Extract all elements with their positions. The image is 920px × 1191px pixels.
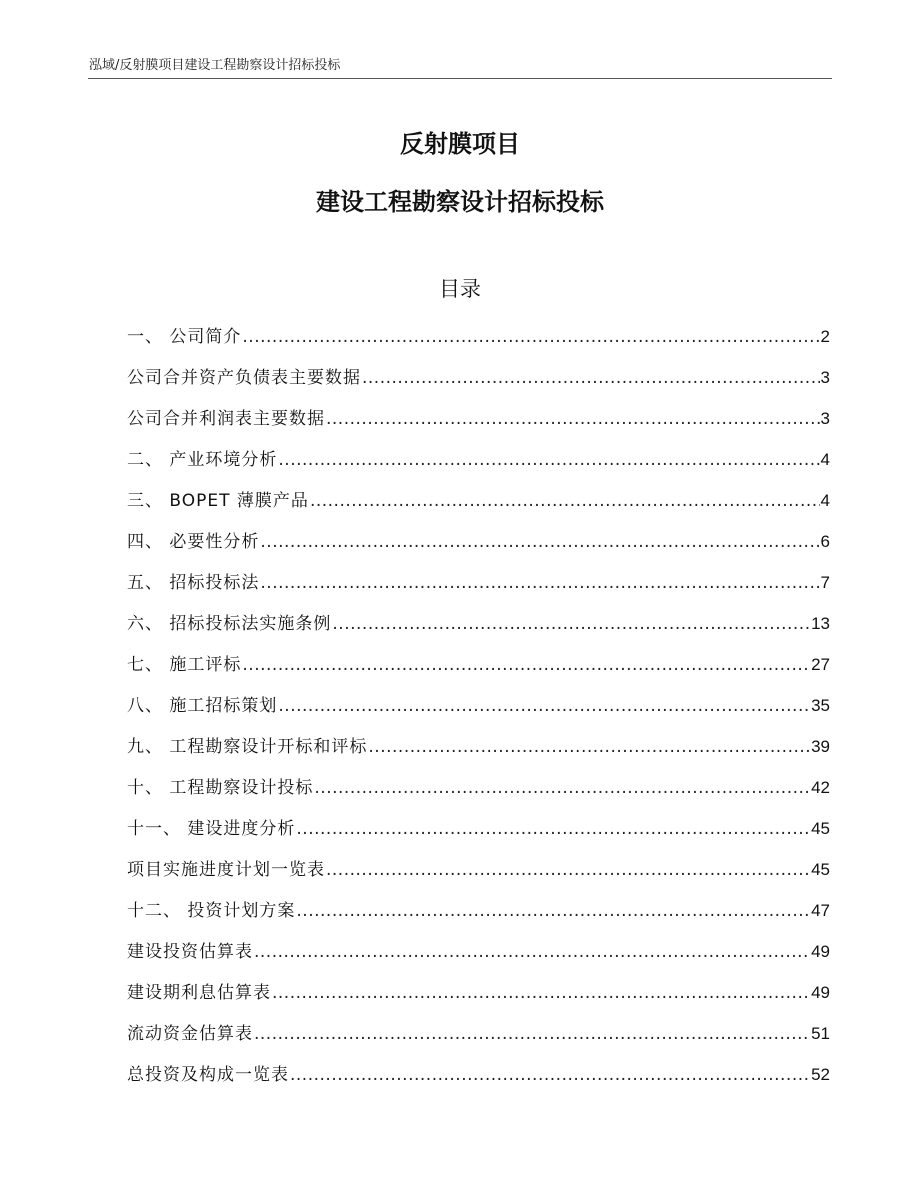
toc-entry-title: 总投资及构成一览表: [127, 1065, 289, 1085]
toc-dot-leader: [326, 404, 820, 434]
toc-dot-leader: [260, 568, 819, 598]
toc-dot-leader: [290, 1060, 810, 1090]
toc-entry-title: 建设投资估算表: [127, 942, 253, 962]
toc-entry[interactable]: [127, 773, 830, 814]
toc-dot-leader: [296, 896, 810, 926]
toc-entry[interactable]: [127, 978, 830, 1019]
toc-entry-page-number: 4: [820, 491, 830, 510]
toc-dot-leader: [314, 773, 810, 803]
toc-dot-leader: [368, 732, 810, 762]
toc-entry[interactable]: [127, 568, 830, 609]
toc-entry-page-number: 51: [811, 1024, 830, 1043]
toc-entry-page-number: 35: [811, 696, 830, 715]
toc-entry-title: 项目实施进度计划一览表: [127, 860, 325, 880]
toc-entry[interactable]: [127, 937, 830, 978]
toc-entry-page-number: 47: [811, 901, 830, 920]
toc-entry[interactable]: [127, 322, 830, 363]
toc-entry-page-number: 7: [820, 573, 830, 592]
toc-dot-leader: [278, 691, 810, 721]
toc-entry-title: 十一、 建设进度分析: [127, 819, 296, 839]
toc-entry-page-number: 42: [811, 778, 830, 797]
toc-entry[interactable]: [127, 486, 830, 527]
toc-entry-page-number: 4: [820, 450, 830, 469]
toc-entry[interactable]: [127, 527, 830, 568]
toc-entry-page-number: 27: [811, 655, 830, 674]
toc-entry-title: 公司合并利润表主要数据: [127, 409, 325, 429]
toc-entry[interactable]: [127, 814, 830, 855]
toc-dot-leader: [296, 814, 810, 844]
toc-entry[interactable]: [127, 445, 830, 486]
toc-entry-title: 九、 工程勘察设计开标和评标: [127, 737, 368, 757]
toc-dot-leader: [310, 486, 820, 516]
toc-entry-title: 流动资金估算表: [127, 1024, 253, 1044]
toc-entry-title: 四、 必要性分析: [127, 532, 260, 552]
toc-entry-page-number: 45: [811, 860, 830, 879]
table-of-contents: [127, 322, 830, 1101]
toc-entry-page-number: 3: [820, 409, 830, 428]
toc-entry[interactable]: [127, 1060, 830, 1101]
toc-entry-page-number: 45: [811, 819, 830, 838]
toc-dot-leader: [260, 527, 819, 557]
toc-entry-page-number: 13: [811, 614, 830, 633]
toc-dot-leader: [254, 937, 810, 967]
toc-entry[interactable]: [127, 609, 830, 650]
toc-entry-title: 公司合并资产负债表主要数据: [127, 368, 361, 388]
toc-dot-leader: [362, 363, 820, 393]
toc-entry-title: 建设期利息估算表: [127, 983, 271, 1003]
toc-entry-title: 八、 施工招标策划: [127, 696, 278, 716]
toc-entry[interactable]: [127, 691, 830, 732]
toc-dot-leader: [332, 609, 810, 639]
toc-entry-page-number: 52: [811, 1065, 830, 1084]
toc-entry[interactable]: [127, 855, 830, 896]
toc-entry[interactable]: [127, 650, 830, 691]
toc-entry-page-number: 39: [811, 737, 830, 756]
toc-entry-title: 五、 招标投标法: [127, 573, 260, 593]
toc-dot-leader: [326, 855, 810, 885]
toc-entry-title: 二、 产业环境分析: [127, 450, 278, 470]
toc-entry-title: 三、 BOPET 薄膜产品: [127, 491, 309, 511]
running-header: 泓域/反射膜项目建设工程勘察设计招标投标: [89, 58, 341, 73]
toc-dot-leader: [242, 322, 819, 352]
toc-entry[interactable]: [127, 404, 830, 445]
toc-entry[interactable]: [127, 896, 830, 937]
toc-dot-leader: [278, 445, 819, 475]
toc-entry-page-number: 3: [820, 368, 830, 387]
toc-dot-leader: [254, 1019, 810, 1049]
toc-dot-leader: [272, 978, 810, 1008]
toc-entry-page-number: 2: [820, 327, 830, 346]
toc-entry-title: 六、 招标投标法实施条例: [127, 614, 332, 634]
toc-entry-title: 一、 公司简介: [127, 327, 242, 347]
toc-entry-title: 七、 施工评标: [127, 655, 242, 675]
toc-entry[interactable]: [127, 1019, 830, 1060]
toc-heading: 目录: [439, 277, 481, 301]
toc-entry-page-number: 49: [811, 942, 830, 961]
toc-entry-page-number: 49: [811, 983, 830, 1002]
document-title-line-2: 建设工程勘察设计招标投标: [316, 188, 604, 216]
toc-entry[interactable]: [127, 363, 830, 404]
toc-dot-leader: [242, 650, 810, 680]
toc-entry-title: 十二、 投资计划方案: [127, 901, 296, 921]
toc-entry[interactable]: [127, 732, 830, 773]
header-rule: [88, 78, 832, 79]
document-title-line-1: 反射膜项目: [400, 130, 520, 158]
toc-entry-title: 十、 工程勘察设计投标: [127, 778, 314, 798]
toc-entry-page-number: 6: [820, 532, 830, 551]
